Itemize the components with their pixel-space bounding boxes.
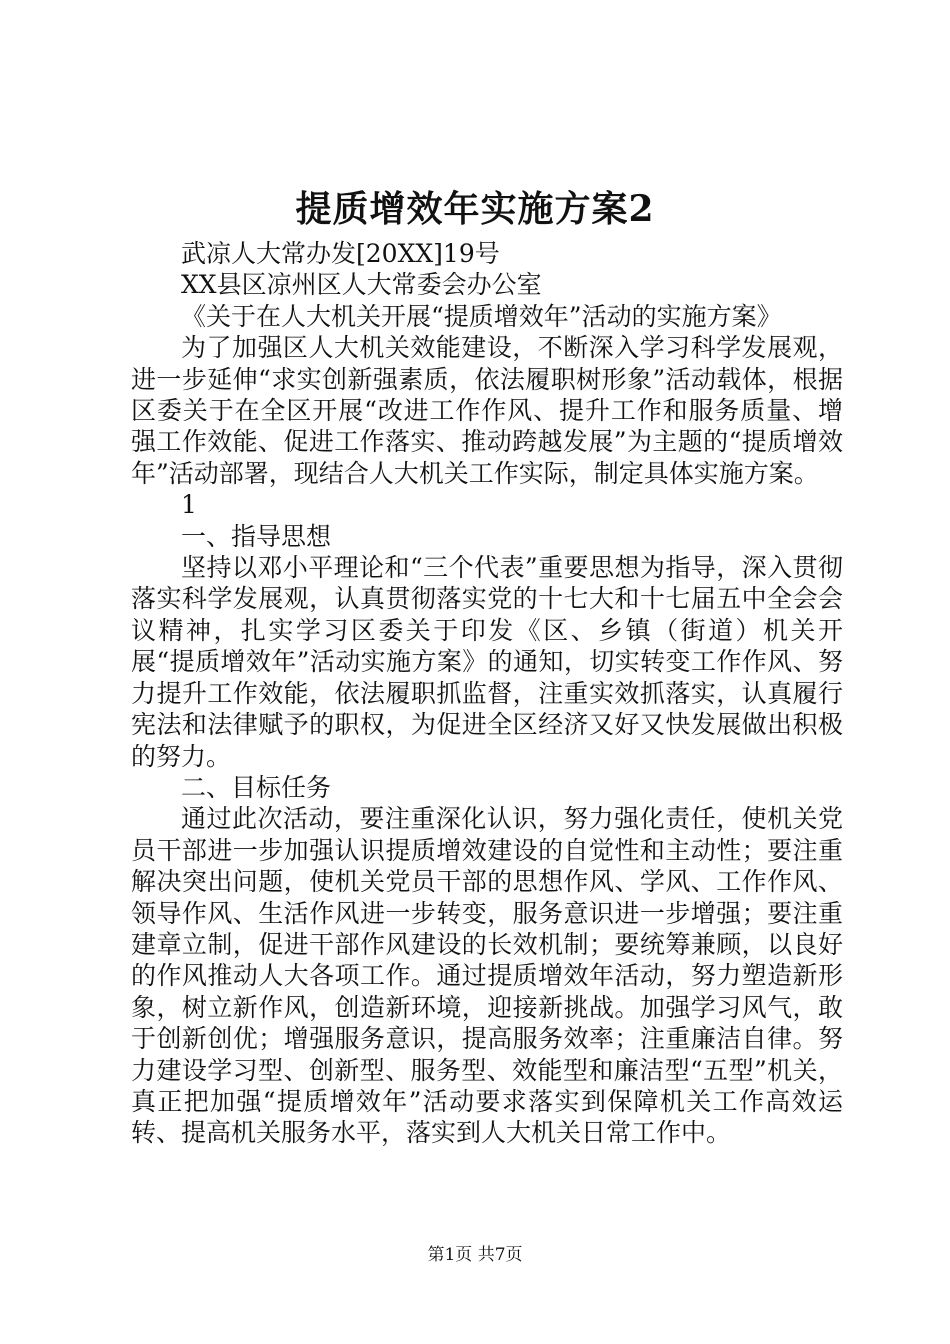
- intro-paragraph: 为了加强区人大机关效能建设，不断深入学习科学发展观，进一步延伸“求实创新强素质，依法履职树形象”活动载体，根据区委关于在全区开展“改进工作作风、提升工作和服务质量、增强工作效能、促进工作落实、推动跨越发展”为主题的“提质增效年”活动部署，现结合人大机关工作实际，制定具体实施方案。: [131, 333, 843, 488]
- goals-paragraph: 通过此次活动，要注重深化认识，努力强化责任，使机关党员干部进一步加强认识提质增效建设的自觉性和主动性；要注重解决突出问题，使机关党员干部的思想作风、学风、工作作风、领导作风、生活作风进一步转变，服务意识进一步增强；要注重建章立制，促进干部作风建设的长效机制；要统筹兼顾，以良好的作风推动人大各项工作。通过提质增效年活动，努力塑造新形象，树立新作风，创造新环境，迎接新挑战。加强学习风气，敢于创新创优；增强服务意识，提高服务效率；注重廉洁自律。努力建设学习型、创新型、服务型、效能型和廉洁型“五型”机关，真正把加强“提质增效年”活动要求落实到保障机关工作高效运转、提高机关服务水平，落实到人大机关日常工作中。: [131, 804, 843, 1148]
- page-footer: 第1页 共7页: [427, 1245, 523, 1265]
- guiding-thought-paragraph: 坚持以邓小平理论和“三个代表”重要思想为指导，深入贯彻落实科学发展观，认真贯彻落实党的十七大和十七届五中全会会议精神，扎实学习区委关于印发《区、乡镇（街道）机关开展“提质增效年”活动实施方案》的通知，切实转变工作作风、努力提升工作效能，依法履职抓监督，注重实效抓落实，认真履行宪法和法律赋予的职权，为促进全区经济又好又快发展做出积极的努力。: [131, 553, 843, 771]
- document-subject: 《关于在人大机关开展“提质增效年”活动的实施方案》: [181, 301, 782, 331]
- document-title: 提质增效年实施方案2: [295, 188, 655, 230]
- section-heading-goals: 二、目标任务: [181, 772, 332, 802]
- issuing-office: XX县区凉州区人大常委会办公室: [181, 270, 542, 300]
- section-heading-guiding-thought: 一、指导思想: [181, 521, 332, 551]
- document-number: 武凉人大常办发[20XX]19号: [181, 239, 500, 268]
- document-body: [131, 238, 843, 1149]
- section-number: 1: [181, 490, 197, 520]
